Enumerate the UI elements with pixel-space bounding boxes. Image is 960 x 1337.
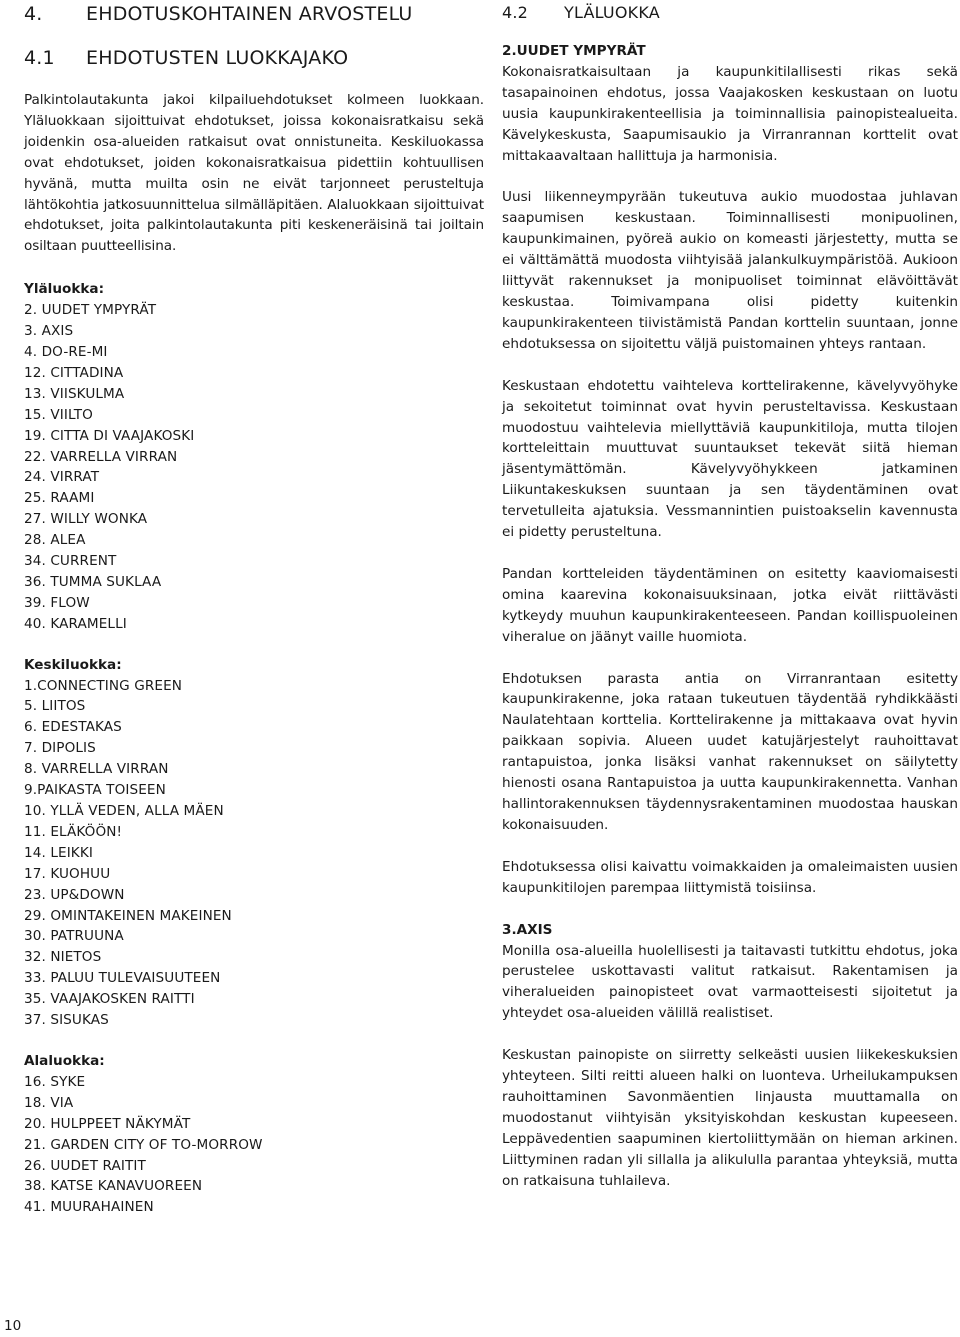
entry-paragraph: Keskustaan ehdotettu vaihteleva korttelirakenne, kävelyvyöhyke ja sekoitetut toiminnat ovat hyvin perusteltavissa. Keskustaan muodostuu vaihtelevia miellyttäviä kaupunkitiloja, mutta tilojen kortteleittain muuttuvat suuntaukset tekevät siitä hieman jäsentymättömän. Kävelyvyöhykkeen jatkaminen Liikuntakeskuksen suuntaan ja sen täydentäminen ovat tervetulleita ajatuksia. Vessmannintien puistoakselin kavennusta ei pidetty perusteltuna.: [502, 377, 958, 541]
list-item: 25. RAAMI: [24, 490, 95, 507]
right-column: [502, 0, 958, 1192]
list-item: 36. TUMMA SUKLAA: [24, 573, 162, 590]
section-heading-number: 4.: [24, 3, 43, 25]
list-item: 35. VAAJAKOSKEN RAITTI: [24, 991, 195, 1008]
left-column: [24, 0, 484, 1218]
list-item: 34. CURRENT: [24, 553, 117, 570]
list-item: 17. KUOHUU: [24, 865, 111, 882]
list-item: 4. DO-RE-MI: [24, 343, 108, 360]
list-item: 18. VIA: [24, 1094, 74, 1111]
category-lower: [24, 1051, 484, 1218]
subsection-heading-number: 4.1: [24, 47, 55, 69]
section-heading-title: EHDOTUSKOHTAINEN ARVOSTELU: [86, 3, 413, 25]
subsection-heading-title: YLÄLUOKKA: [564, 3, 660, 22]
list-item: 26. UUDET RAITIT: [24, 1157, 146, 1174]
list-item: 32. NIETOS: [24, 949, 102, 966]
entry-paragraph: Ehdotuksessa olisi kaivattu voimakkaiden ja omaleimaisten uusien kaupunkitilojen parempaa liittymistä toisiinsa.: [502, 858, 958, 896]
list-item: 33. PALUU TULEVAISUUTEEN: [24, 970, 221, 987]
list-item: 11. ELÄKÖÖN!: [24, 823, 123, 840]
entry-paragraph: Keskustan painopiste on siirretty selkeästi uusien liikekeskuksien yhteyteen. Silti reitti alueen halki on luonteva. Urheilukampuksen rauhoittaminen Savonmäentien linjausta muuttamalla on muodostanut viihtyisän yksityiskohdan keskustan kupeeseen. Leppävedentien saapuminen kiertoliittymään on hieman arkinen. Liittyminen radan yli sillalla ja alikululla parantaa yhteyksiä, mutta on ratkaisuna tuhlaileva.: [502, 1047, 958, 1189]
list-item: 13. VIISKULMA: [24, 385, 125, 402]
list-item: 3. AXIS: [24, 323, 74, 340]
category-middle: [24, 655, 484, 1031]
intro-paragraph: Palkintolautakunta jakoi kilpailuehdotukset kolmeen luokkaan. Yläluokkaan sijoittuivat ehdotukset, joissa kokonaisratkaisu sekä joidenkin osa-alueiden ratkaisut ovat onnistuneita. Keskiluokassa ovat ehdotukset, joiden kokonaisratkaisua pidettiin kohtuullisen hyvänä, mutta muilta osin ne eivät tarjonneet perusteltuja lähtökohtia jatkosuunnittelua silmälläpitäen. Alaluokkaan sijoittuivat ehdotukset, joita palkintolautakunta piti keskeneräisinä tai joiltain osiltaan puutteellisina.: [24, 92, 484, 255]
entry-list: [24, 676, 484, 1031]
category-title: Alaluokka:: [24, 1052, 105, 1069]
list-item: 38. KATSE KANAVUOREEN: [24, 1178, 203, 1195]
list-item: 24. VIRRAT: [24, 469, 100, 486]
list-item: 29. OMINTAKEINEN MAKEINEN: [24, 907, 232, 924]
entry-axis: [502, 920, 958, 1192]
list-item: 19. CITTA DI VAAJAKOSKI: [24, 427, 195, 444]
list-item: 1.CONNECTING GREEN: [24, 677, 183, 694]
list-item: 15. VIILTO: [24, 406, 93, 423]
subsection-heading-title: EHDOTUSTEN LUOKKAJAKO: [86, 47, 349, 69]
list-item: 21. GARDEN CITY OF TO-MORROW: [24, 1136, 263, 1153]
list-item: 7. DIPOLIS: [24, 740, 96, 757]
list-item: 23. UP&DOWN: [24, 886, 125, 903]
list-item: 14. LEIKKI: [24, 844, 93, 861]
subsection-heading: [502, 1, 958, 25]
entry-paragraph: Kokonaisratkaisultaan ja kaupunkitilallisesti rikas sekä tasapainoinen ehdotus, jossa Vaajakosken keskustaan on luotu uusia kaupunkirakenteellisia ja toiminnallisia painopistealueita. Kävelykeskusta, Saapumisaukio ja Virranrannan korttelit ovat mittakaavaltaan hallittuja ja harmonisia.: [502, 63, 958, 164]
list-item: 8. VARRELLA VIRRAN: [24, 761, 169, 778]
list-item: 12. CITTADINA: [24, 364, 124, 381]
category-title: Keskiluokka:: [24, 656, 122, 673]
subsection-heading-number: 4.2: [502, 3, 529, 22]
list-item: 22. VARRELLA VIRRAN: [24, 448, 178, 465]
entry-title: 2.UUDET YMPYRÄT: [502, 43, 646, 59]
entry-uudet-ympyrat: [502, 41, 958, 899]
category-upper: [24, 279, 484, 634]
list-item: 9.PAIKASTA TOISEEN: [24, 782, 166, 799]
entry-title: 3.AXIS: [502, 921, 553, 938]
list-item: 30. PATRUUNA: [24, 928, 124, 945]
list-item: 28. ALEA: [24, 532, 86, 549]
list-item: 2. UUDET YMPYRÄT: [24, 302, 157, 319]
category-title: Yläluokka:: [24, 281, 105, 298]
entry-paragraph: Monilla osa-alueilla huolellisesti ja taitavasti tutkittu ehdotus, joka perustelee uskottavasti valitut ratkaisut. Rakentamisen ja viheralueiden painopisteet ovat varmaotteisesti sijoitetut ja yhteydet osa-alueiden välillä realistiset.: [502, 942, 958, 1022]
list-item: 37. SISUKAS: [24, 1012, 109, 1029]
list-item: 41. MUURAHAINEN: [24, 1199, 154, 1216]
list-item: 20. HULPPEET NÄKYMÄT: [24, 1115, 191, 1132]
entry-paragraph: Ehdotuksen parasta antia on Virranrantaan esitetty kaupunkirakenne, joka rataan tukeutuen täydentää ryhdikkäästi Naulatehtaan korttelia. Korttelirakenne ja mittakaava ovat hyvin paikkaan sopivia. Alueen uudet katujärjestelyt rauhoittavat rantapuistoa, jonka lisäksi vanhat rakennukset on säilytetty hienosti osana Rantapuistoa ja uutta kaupunkirakennetta. Vanhan hallintorakennuksen täydennysrakentaminen muodostaa hauskan kokonaisuuden.: [502, 670, 958, 833]
list-item: 40. KARAMELLI: [24, 615, 127, 632]
entry-list: [24, 300, 484, 635]
list-item: 6. EDESTAKAS: [24, 719, 122, 736]
subsection-heading: [24, 46, 484, 70]
page-number: 10: [4, 1318, 22, 1334]
list-item: 39. FLOW: [24, 594, 90, 611]
list-item: 27. WILLY WONKA: [24, 511, 148, 528]
list-item: 5. LIITOS: [24, 698, 86, 715]
list-item: 16. SYKE: [24, 1073, 86, 1090]
entry-paragraph: Pandan kortteleiden täydentäminen on esitetty kaaviomaisesti omina kaarevina kokonaisuuksinaan, jotka eivät riittävästi kytkeydy muuhun kaupunkirakenteeseen. Pandan koillispuoleinen viheralue on jäänyt vaille huomiota.: [502, 565, 958, 645]
entry-list: [24, 1072, 484, 1218]
section-heading: [24, 2, 484, 26]
list-item: 10. YLLÄ VEDEN, ALLA MÄEN: [24, 803, 224, 819]
entry-paragraph: Uusi liikenneympyrään tukeutuva aukio muodostaa juhlavan saapumisen keskustaan. Toiminnallisesti monipuolinen, kaupunkimainen, pyöreä aukio on komeasti järjestetty, mutta se ei välttämättä muodosta viihtyisää jalankulkuympäristöä. Aukioon liittyvät rakennukset ja monipuoliset toiminnat elävöittävät keskustaa. Toimivampana olisi pidetty kuitenkin kaupunkirakenteen tiivistämistä Pandan korttelin suuntaan, jonne ehdotuksessa on sijoitettu väljä puistomainen yhteys rantaan.: [502, 189, 958, 352]
